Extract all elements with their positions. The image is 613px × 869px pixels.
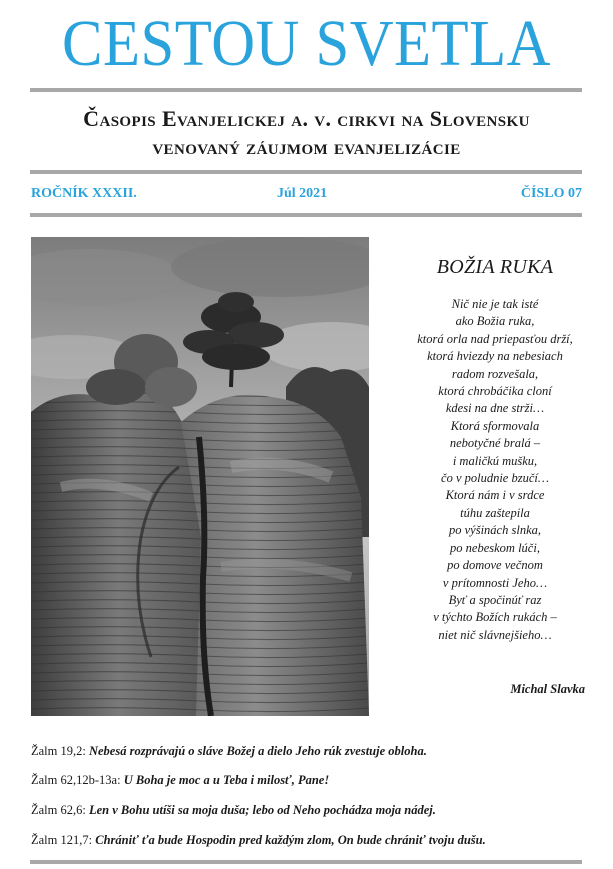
top-divider — [30, 88, 582, 92]
poem-line: nebotyčné bralá – — [449, 436, 541, 451]
verse-ref: Žalm 62,6: — [31, 803, 86, 817]
middle-divider — [30, 170, 582, 174]
issue-date: Júl 2021 — [277, 186, 328, 201]
issue-divider — [30, 213, 582, 217]
poem-line: ktorá hviezdy na nebesiach — [427, 349, 563, 364]
bottom-divider — [30, 860, 582, 864]
issue-volume: ROČNÍK XXXII. — [31, 186, 137, 201]
poem-line: Ktorá nám i v srdce — [445, 488, 545, 503]
cliff-photo — [31, 237, 369, 716]
poem-line: niet nič slávnejšieho… — [438, 627, 552, 642]
verse-text: Chrániť ťa bude Hospodin pred každým zlom, On bude chrániť tvoju dušu. — [95, 833, 486, 847]
poem-line: Nič nie je tak isté — [451, 297, 539, 311]
poem-line: túhu zaštepila — [460, 505, 530, 520]
poem-author: Michal Slavka — [510, 682, 585, 696]
subtitle-line-2: venovaný záujmom evanjelizácie — [152, 134, 461, 159]
poem-line: radom rozvešala, — [451, 366, 539, 381]
subtitle-line-1: Časopis Evanjelickej a. v. cirkvi na Slovensku — [83, 106, 530, 131]
verse-ref: Žalm 121,7: — [31, 833, 93, 847]
poem-line: čo v poludnie bzučí… — [441, 471, 549, 486]
poem-line: ako Božia ruka, — [455, 314, 535, 329]
issue-number: ČÍSLO 07 — [520, 186, 582, 201]
verse-line — [31, 744, 427, 759]
poem-line: i maličkú mušku, — [452, 453, 538, 468]
poem-line: po domove večnom — [447, 558, 543, 573]
poem-title: BOŽIA RUKA — [436, 256, 554, 278]
poem-line: Ktorá sformovala — [450, 418, 540, 433]
verse-line — [31, 833, 486, 848]
poem-line: Byť a spočinúť raz — [448, 592, 542, 607]
verse-text: U Boha je moc a u Teba i milosť, Pane! — [123, 773, 330, 787]
verse-line — [31, 773, 329, 788]
poem-line: v prítomnosti Jeho… — [442, 575, 548, 590]
verse-ref: Žalm 62,12b-13a: — [31, 773, 121, 787]
magazine-title: CESTOU SVETLA — [62, 7, 551, 80]
verse-text: Len v Bohu utíši sa moja duša; lebo od Neho pochádza moja nádej. — [88, 803, 436, 817]
poem-body — [390, 296, 600, 644]
verse-ref: Žalm 19,2: — [31, 744, 86, 758]
verse-line — [31, 803, 436, 818]
poem-line: po nebeskom lúči, — [450, 540, 540, 555]
verse-text: Nebesá rozprávajú o sláve Božej a dielo Jeho rúk zvestuje obloha. — [88, 744, 427, 758]
rock-cliff-photo-icon — [31, 237, 369, 716]
poem-line: po výšinách slnka, — [449, 523, 541, 538]
poem-line: kdesi na dne strži… — [445, 401, 545, 416]
poem-line: ktorá chrobáčika cloní — [438, 384, 552, 399]
poem-line: ktorá orla nad priepasťou drží, — [417, 331, 573, 346]
poem-line: v týchto Božích rukách – — [433, 610, 557, 625]
